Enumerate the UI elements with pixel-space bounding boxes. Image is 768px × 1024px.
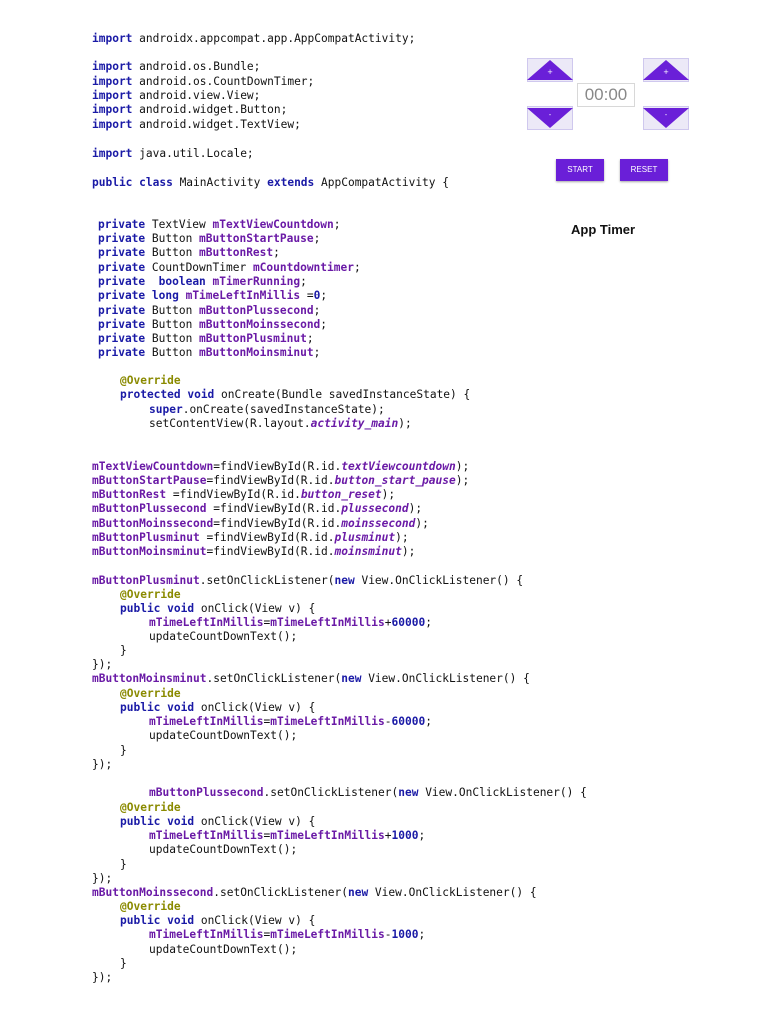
- code-line: [92, 517, 429, 531]
- minus-second-button[interactable]: [643, 106, 689, 130]
- code-line: [149, 943, 297, 957]
- code-token: button_reset: [300, 488, 382, 501]
- code-token: [145, 275, 158, 288]
- code-token: );: [398, 417, 412, 430]
- code-line: [120, 858, 127, 872]
- code-token: import: [92, 118, 133, 131]
- code-line: [149, 829, 425, 843]
- code-token: moinsminut: [334, 545, 402, 558]
- code-line: [120, 744, 127, 758]
- code-line: [120, 914, 315, 928]
- code-token: ;: [320, 289, 328, 302]
- countdown-display: 00:00: [577, 83, 635, 107]
- code-token: plusminut: [334, 531, 396, 544]
- code-line: [92, 872, 112, 886]
- code-token: updateCountDownText();: [149, 843, 298, 856]
- code-line: [92, 89, 260, 103]
- code-line: [149, 786, 587, 800]
- code-line: [92, 103, 287, 117]
- code-line: [120, 588, 181, 602]
- code-token: }: [120, 744, 127, 757]
- code-token: View.OnClickListener() {: [361, 672, 530, 685]
- code-token: onCreate(Bundle savedInstanceState) {: [214, 388, 471, 401]
- code-line: [98, 289, 327, 303]
- code-token: +: [384, 616, 392, 629]
- code-token: 1000: [391, 829, 419, 842]
- code-line: [92, 545, 415, 559]
- code-token: =: [263, 616, 271, 629]
- reset-button[interactable]: RESET: [620, 159, 668, 181]
- code-token: updateCountDownText();: [149, 729, 298, 742]
- code-line: [92, 474, 469, 488]
- code-token: ;: [425, 616, 432, 629]
- code-token: });: [92, 872, 113, 885]
- code-token: mButtonRest: [92, 488, 167, 501]
- code-token: =: [300, 289, 314, 302]
- code-token: private: [98, 218, 146, 231]
- code-token: });: [92, 658, 113, 671]
- code-token: ;: [313, 232, 321, 245]
- code-line: [92, 658, 112, 672]
- code-token: .setOnClickListener(: [263, 786, 399, 799]
- code-token: =findViewById(R.id.: [213, 460, 342, 473]
- code-line: [149, 403, 385, 417]
- code-token: import: [92, 75, 133, 88]
- code-token: }: [120, 644, 127, 657]
- code-token: private: [98, 232, 146, 245]
- code-token: mButtonPlussecond: [149, 786, 264, 799]
- code-token: activity_main: [310, 417, 399, 430]
- code-token: onClick(View v) {: [194, 602, 316, 615]
- code-token: private: [98, 346, 146, 359]
- code-line: [149, 729, 297, 743]
- code-token: mTextViewCountdown: [212, 218, 334, 231]
- code-token: ;: [353, 261, 361, 274]
- code-token: import: [92, 147, 133, 160]
- code-token: );: [401, 545, 416, 558]
- code-token: );: [395, 531, 409, 544]
- code-token: mButtonMoinssecond: [199, 318, 321, 331]
- code-token: plussecond: [341, 502, 409, 515]
- code-line: [98, 232, 320, 246]
- code-token: mCountdowntimer: [252, 261, 354, 274]
- code-line: [120, 701, 315, 715]
- code-token: mTimeLeftInMillis: [149, 928, 264, 941]
- code-token: MainActivity: [172, 176, 268, 189]
- code-token: mButtonRest: [199, 246, 274, 259]
- code-token: import: [92, 103, 133, 116]
- code-token: =findViewById(R.id.: [199, 531, 335, 544]
- code-token: import: [92, 60, 133, 73]
- code-line: [149, 616, 432, 630]
- code-token: mButtonPlusminut: [92, 531, 200, 544]
- code-line: [92, 971, 112, 985]
- code-token: updateCountDownText();: [149, 630, 298, 643]
- code-token: TextView: [145, 218, 213, 231]
- code-line: [98, 318, 327, 332]
- plus-sign: +: [547, 68, 553, 76]
- code-token: Button: [145, 318, 200, 331]
- code-token: mButtonMoinsminut: [92, 545, 207, 558]
- code-token: public void: [120, 914, 195, 927]
- plus-sign: +: [663, 68, 669, 76]
- code-token: );: [381, 488, 396, 501]
- code-line: [149, 715, 432, 729]
- code-line: [92, 531, 409, 545]
- minus-sign: -: [548, 111, 552, 119]
- code-token: mButtonStartPause: [199, 232, 314, 245]
- code-line: [98, 304, 320, 318]
- code-token: android.view.View;: [132, 89, 261, 102]
- code-token: Button: [145, 346, 200, 359]
- code-token: mButtonStartPause: [92, 474, 207, 487]
- code-token: });: [92, 758, 113, 771]
- code-token: private: [98, 318, 146, 331]
- code-token: @Override: [120, 687, 181, 700]
- app-timer-title: App Timer: [571, 222, 636, 237]
- code-token: AppCompatActivity {: [314, 176, 449, 189]
- code-token: Button: [145, 246, 200, 259]
- code-token: public void: [120, 602, 195, 615]
- code-token: public void: [120, 701, 195, 714]
- code-token: onClick(View v) {: [194, 914, 316, 927]
- code-line: [120, 388, 470, 402]
- code-token: private long: [98, 289, 179, 302]
- code-token: new: [398, 786, 419, 799]
- code-token: mButtonMoinssecond: [92, 517, 214, 530]
- minus-minute-button[interactable]: [527, 106, 573, 130]
- code-token: mTimeLeftInMillis: [270, 616, 385, 629]
- code-token: android.widget.Button;: [132, 103, 288, 116]
- code-token: public void: [120, 815, 195, 828]
- code-token: ;: [333, 218, 341, 231]
- code-token: private: [98, 261, 146, 274]
- code-token: textViewcountdown: [341, 460, 456, 473]
- code-token: @Override: [120, 801, 181, 814]
- code-token: protected void: [120, 388, 215, 401]
- code-token: [179, 289, 186, 302]
- code-token: android.os.Bundle;: [132, 60, 261, 73]
- code-token: mButtonPlusminut: [199, 332, 307, 345]
- code-token: View.OnClickListener() {: [354, 574, 524, 587]
- code-token: moinssecond: [341, 517, 416, 530]
- code-line: [98, 261, 361, 275]
- plus-minute-button[interactable]: [527, 58, 573, 82]
- code-line: [92, 60, 260, 74]
- code-line: [92, 672, 530, 686]
- code-token: -: [384, 928, 392, 941]
- code-token: mTimeLeftInMillis: [270, 715, 385, 728]
- code-token: private: [98, 332, 146, 345]
- code-token: =findViewById(R.id.: [206, 545, 335, 558]
- code-token: ;: [273, 246, 280, 259]
- code-token: 60000: [391, 715, 426, 728]
- code-token: ;: [300, 275, 307, 288]
- minus-sign: -: [664, 111, 668, 119]
- code-token: extends: [267, 176, 315, 189]
- code-token: mButtonMoinssecond: [92, 886, 214, 899]
- code-token: mTimeLeftInMillis: [185, 289, 301, 302]
- code-token: java.util.Locale;: [132, 147, 254, 160]
- code-token: mTimeLeftInMillis: [270, 829, 385, 842]
- code-line: [92, 118, 301, 132]
- code-token: button_start_pause: [334, 474, 456, 487]
- code-token: =: [263, 715, 271, 728]
- code-token: ;: [418, 829, 426, 842]
- code-line: [98, 218, 341, 232]
- code-token: Button: [145, 332, 200, 345]
- code-token: }: [120, 858, 127, 871]
- code-line: [120, 801, 181, 815]
- code-token: mButtonMoinsminut: [92, 672, 207, 685]
- code-line: [92, 32, 415, 46]
- code-line: [92, 502, 422, 516]
- code-token: 1000: [391, 928, 419, 941]
- code-token: mTextViewCountdown: [92, 460, 214, 473]
- code-token: private: [98, 246, 146, 259]
- code-token: 0: [313, 289, 321, 302]
- start-button[interactable]: START: [556, 159, 604, 181]
- code-token: androidx.appcompat.app.AppCompatActivity;: [132, 32, 416, 45]
- code-token: updateCountDownText();: [149, 943, 298, 956]
- code-token: mTimeLeftInMillis: [270, 928, 385, 941]
- code-token: .setOnClickListener(: [206, 672, 342, 685]
- code-token: =findViewById(R.id.: [213, 517, 342, 530]
- code-token: mButtonPlussecond: [199, 304, 314, 317]
- code-token: =: [263, 829, 271, 842]
- code-token: View.OnClickListener() {: [368, 886, 537, 899]
- code-token: new: [341, 672, 362, 685]
- code-token: setContentView(R.layout.: [149, 417, 311, 430]
- code-token: );: [455, 474, 470, 487]
- code-token: ;: [313, 346, 321, 359]
- code-token: CountDownTimer: [145, 261, 253, 274]
- app-preview: [520, 0, 768, 300]
- code-line: [120, 602, 315, 616]
- code-line: [92, 147, 254, 161]
- code-token: ;: [313, 304, 321, 317]
- code-token: boolean: [158, 275, 206, 288]
- code-line: [120, 687, 181, 701]
- code-token: .: [182, 403, 190, 416]
- code-line: [120, 815, 315, 829]
- code-token: ;: [425, 715, 432, 728]
- code-token: new: [334, 574, 355, 587]
- code-token: mButtonPlusminut: [92, 574, 200, 587]
- code-token: mTimeLeftInMillis: [149, 715, 264, 728]
- code-token: private: [98, 304, 146, 317]
- code-token: @Override: [120, 588, 181, 601]
- code-line: [120, 957, 127, 971]
- code-line: [92, 758, 112, 772]
- code-token: );: [415, 517, 429, 530]
- code-token: +: [384, 829, 392, 842]
- code-token: android.widget.TextView;: [132, 118, 301, 131]
- plus-second-button[interactable]: [643, 58, 689, 82]
- code-line: [92, 176, 449, 190]
- code-token: ;: [306, 332, 314, 345]
- code-token: Button: [145, 232, 200, 245]
- code-token: android.os.CountDownTimer;: [132, 75, 315, 88]
- code-line: [120, 644, 127, 658]
- code-token: onCreate(savedInstanceState);: [189, 403, 385, 416]
- code-line: [98, 346, 320, 360]
- code-line: [92, 574, 523, 588]
- code-token: =findViewById(R.id.: [166, 488, 301, 501]
- code-token: onClick(View v) {: [194, 815, 316, 828]
- code-token: -: [384, 715, 392, 728]
- code-line: [120, 900, 181, 914]
- code-token: import: [92, 89, 133, 102]
- code-token: ;: [320, 318, 328, 331]
- code-token: mButtonPlussecond: [92, 502, 207, 515]
- code-token: public class: [92, 176, 173, 189]
- code-token: mButtonMoinsminut: [199, 346, 314, 359]
- code-line: [120, 374, 181, 388]
- code-token: .setOnClickListener(: [213, 886, 348, 899]
- code-line: [98, 275, 307, 289]
- code-token: }: [120, 957, 127, 970]
- code-line: [92, 460, 469, 474]
- code-line: [92, 886, 537, 900]
- code-token: );: [408, 502, 423, 515]
- code-token: private: [98, 275, 146, 288]
- code-token: mTimeLeftInMillis: [149, 616, 264, 629]
- code-line: [98, 246, 280, 260]
- code-line: [149, 417, 412, 431]
- code-token: =: [263, 928, 271, 941]
- code-line: [92, 75, 314, 89]
- code-token: onClick(View v) {: [194, 701, 316, 714]
- code-token: mTimeLeftInMillis: [149, 829, 264, 842]
- code-token: View.OnClickListener() {: [418, 786, 587, 799]
- code-token: .setOnClickListener(: [199, 574, 335, 587]
- code-token: 60000: [391, 616, 426, 629]
- code-token: @Override: [120, 900, 181, 913]
- code-token: import: [92, 32, 133, 45]
- code-line: [98, 332, 314, 346]
- code-token: new: [347, 886, 369, 899]
- code-line: [149, 843, 297, 857]
- code-line: [149, 928, 425, 942]
- code-token: });: [92, 971, 113, 984]
- code-token: super: [149, 403, 183, 416]
- code-token: );: [455, 460, 470, 473]
- code-token: =findViewById(R.id.: [206, 474, 335, 487]
- code-token: =findViewById(R.id.: [206, 502, 342, 515]
- code-line: [92, 488, 395, 502]
- code-line: [149, 630, 297, 644]
- code-token: [206, 275, 213, 288]
- code-token: Button: [145, 304, 200, 317]
- code-token: mTimerRunning: [212, 275, 301, 288]
- code-token: ;: [418, 928, 426, 941]
- code-token: @Override: [120, 374, 181, 387]
